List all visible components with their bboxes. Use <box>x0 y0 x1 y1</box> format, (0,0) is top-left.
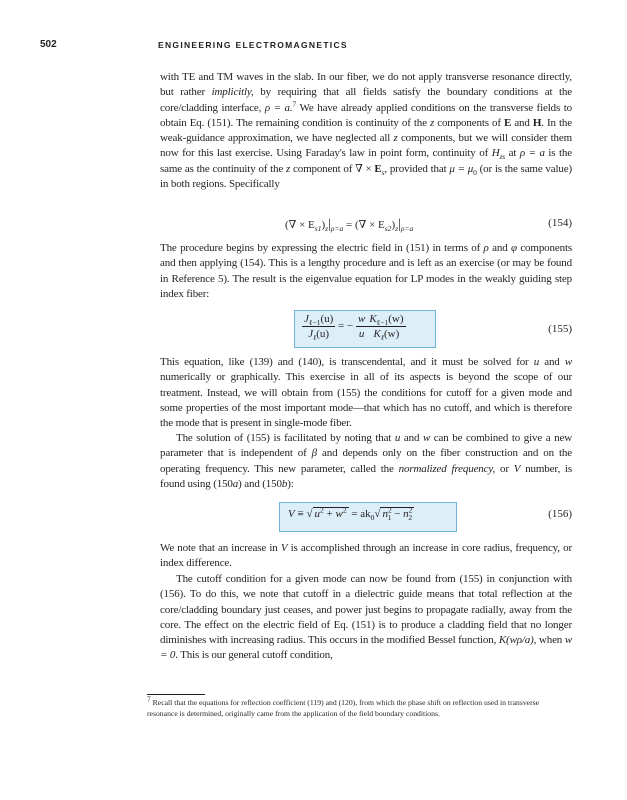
paragraph-3: This equation, like (139) and (140), is transcendental, and it must be solved for u and w numerically or graphically. This exercise in all of its aspects is beyond the scope of our treatment. Instead, we will obtain from (155) the conditions for cutoff for a given mode and some properties of the most important mode—that which has no cutoff, and which is therefore the mode that is present in single-mode fiber. <box>160 356 572 430</box>
equation-155: $\frac{J_{\ell-1}(u)}{J_\ell(u)}$ = − $\frac{w}{u}$ $\frac{K_{\ell-1}(w)}{K_\ell(w)}$ (155) <box>304 313 572 343</box>
equation-number-154: (154) <box>548 217 572 229</box>
equation-156: V ≡ √ $u^2 + w^2 = ak_0√$ $n^2_1 - n^2_2$ (156) <box>288 505 572 523</box>
paragraph-4: The solution of (155) is facilitated by noting that u and w can be combined to give a new parameter that is independent of β and depends only on the fiber construction and on the operating frequency. This new parameter, called the normalized frequency, or V number, is found using (150a) and (150b): <box>160 432 572 490</box>
page-number: 502 <box>40 39 57 50</box>
footnote-rule <box>147 694 205 695</box>
paragraph-2: The procedure begins by expressing the electric field in (151) in terms of ρ and φ components and then applying (154). This is a lengthy procedure and is left as an exercise (or may be found in Reference 5). The result is the eigenvalue equation for LP modes in the weakly guiding step index fiber: <box>160 242 572 300</box>
paragraph-5: We note that an increase in V is accomplished through an increase in core radius, frequency, or index difference. <box>160 542 572 570</box>
equation-number-156: (156) <box>548 508 572 520</box>
running-title: ENGINEERING ELECTROMAGNETICS <box>158 40 348 50</box>
footnote: $^7$ Recall that the equations for reflection coefficient (119) and (120), from which the phase shift on reflection used in transverse resonance is determined, originally came from the application of the field boundary conditions. <box>147 694 540 719</box>
footnote-ref: 7 <box>292 98 297 108</box>
footnote-marker: 7 <box>147 694 151 704</box>
equation-number-155: (155) <box>548 323 572 335</box>
equation-154: (∇ × $E_{s1})_z|_{\rho=a}$ = (∇ × $E_{s2})_z|_{\rho=a}$ (154) <box>285 217 572 234</box>
paragraph-6: The cutoff condition for a given mode can now be found from (155) in conjunction with (156). To do this, we note that cutoff in a dielectric guide means that total reflection at the core/cladding boundary just ceases, and power just begins to propagate radially, away from the core. The effect on the electric field of Eq. (151) is to produce a cladding field that no longer diminishes with increasing radius. This occurs in the modified Bessel function, K(wρ/a), when w = 0. This is our general cutoff condition, <box>160 573 573 662</box>
paragraph-1: with TE and TM waves in the slab. In our fiber, we do not apply transverse resonance directly, but rather implicitly, by requiring that all fields satisfy the boundary conditions at the core/cladding interface, ρ = a.$^7$ We have already applied conditions on the transverse fields to obtain Eq. (151). The remaining condition is continuity of the z components of E and H. In the weak-guidance approximation, we have neglected all z components, but we will consider them now for this last exercise. Using Faraday's law in point form, continuity of $H_{zs}$ at ρ = a is the same as the continuity of the z component of ∇ × $E_s$, provided that $\mu = \mu_0$ (or is the same value) in both regions. Specifically <box>160 71 573 191</box>
